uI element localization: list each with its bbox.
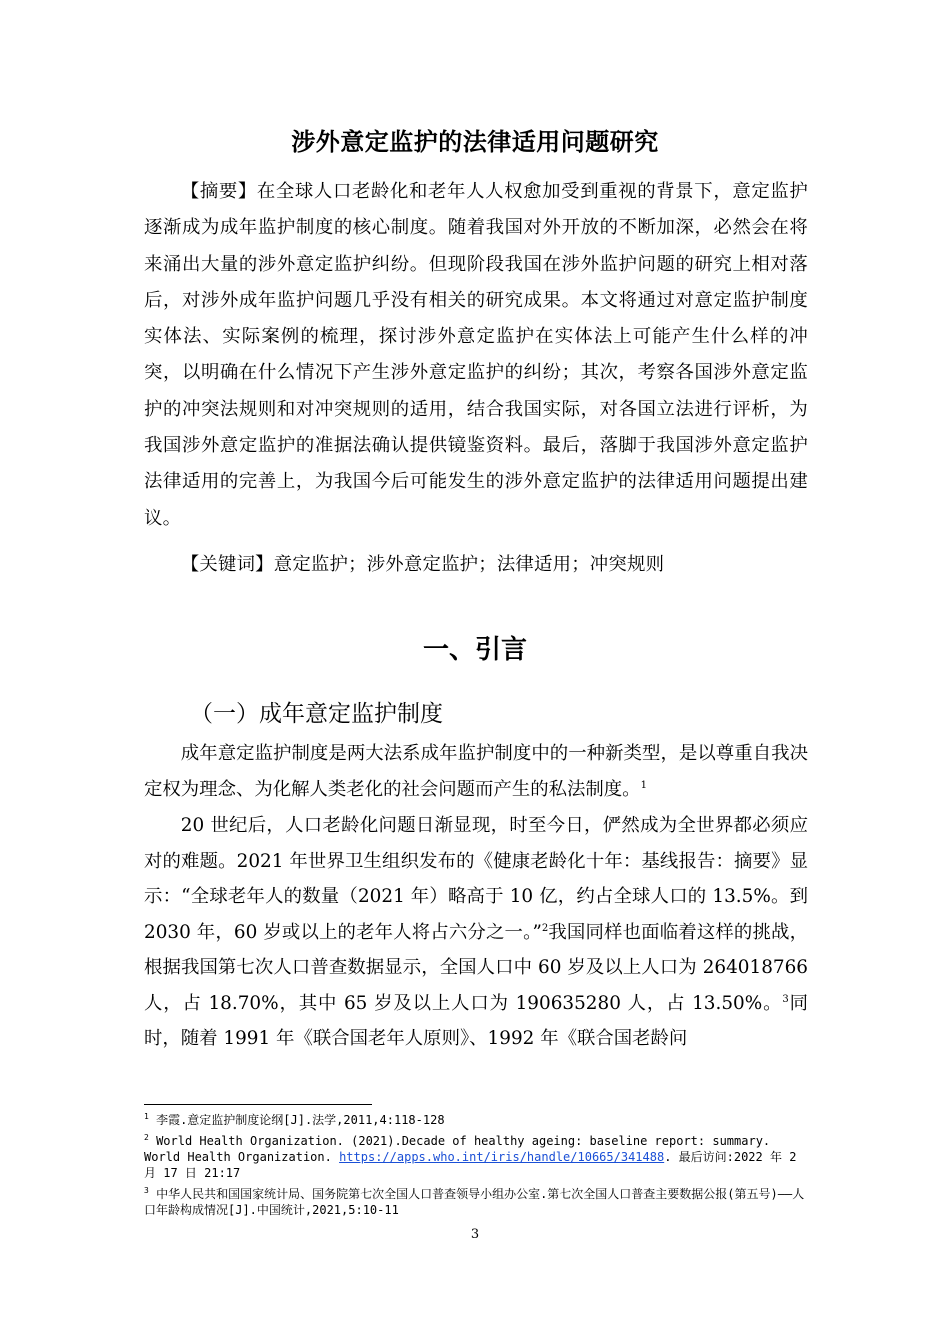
subsection-heading: （一）成年意定监护制度: [190, 701, 443, 727]
footnote-ref-1[interactable]: 1: [640, 779, 647, 791]
footnote-number: 3: [144, 1186, 149, 1195]
section-heading: 一、引言: [422, 635, 527, 665]
paragraph-text: 我国同样也面临着这样的挑战，根据我国第七次人口普查数据显示，全国人口中 60 岁及以上人口为 264018766 人，占 18.70%，其中 65 岁及以上人口为 190635280 人，占 13.50%。: [144, 921, 808, 1014]
footnote-divider: [144, 1104, 372, 1105]
footnote-ref-3[interactable]: 3: [782, 993, 789, 1005]
footnotes: [144, 1112, 808, 1223]
abstract-paragraph: 【摘要】在全球人口老龄化和老年人人权愈加受到重视的背景下，意定监护逐渐成为成年监护制度的核心制度。随着我国对外开放的不断加深，必然会在将来涌出大量的涉外意定监护纠纷。但现阶段我国在涉外监护问题的研究上相对落后，对涉外成年监护问题几乎没有相关的研究成果。本文将通过对意定监护制度实体法、实际案例的梳理，探讨涉外意定监护在实体法上可能产生什么样的冲突，以明确在什么情况下产生涉外意定监护的纠纷；其次，考察各国涉外意定监护的冲突法规则和对冲突规则的适用，结合我国实际，对各国立法进行评析，为我国涉外意定监护的准据法确认提供镜鉴资料。最后，落脚于我国涉外意定监护法律适用的完善上，为我国今后可能发生的涉外意定监护的法律适用问题提出建议。: [144, 181, 808, 529]
paragraph-text: 同时，随着 1991 年《联合国老年人原则》、1992 年《联合国老龄问: [144, 992, 808, 1049]
footnote-number: 1: [144, 1112, 149, 1121]
paragraph-text: 成年意定监护制度是两大法系成年监护制度中的一种新类型，是以尊重自我决定权为理念、为化解人类老化的社会问题而产生的私法制度。: [144, 743, 808, 800]
footnote-3: [144, 1186, 808, 1218]
footnote-number: 2: [144, 1133, 149, 1142]
footnote-text: 中华人民共和国国家统计局、国务院第七次全国人口普查领导小组办公室.第七次全国人口普查主要数据公报(第五号)——人口年龄构成情况[J].中国统计,2021,5:10-11: [144, 1187, 805, 1217]
footnote-text: World Health Organization. (2021).Decade of healthy ageing: baseline report: summary. World Health Organization.: [144, 1134, 771, 1164]
keywords-paragraph: 【关键词】意定监护；涉外意定监护；法律适用；冲突规则: [180, 554, 665, 575]
footnote-1: [144, 1112, 808, 1128]
page-number: 3: [470, 1227, 480, 1242]
paragraph-text: 20 世纪后，人口老龄化问题日渐显现，时至今日，俨然成为全世界都必须应对的难题。2021 年世界卫生组织发布的《健康老龄化十年：基线报告：摘要》显示：“全球老年人的数量（2021 年）略高于 10 亿，约占全球人口的 13.5%。到 2030 年，60 岁或以上的老年人将占六分之一。”: [144, 815, 808, 943]
footnote-link[interactable]: https://apps.who.int/iris/handle/10665/341488: [339, 1150, 665, 1164]
body-paragraph-2: [144, 808, 808, 1057]
footnote-ref-2[interactable]: 2: [541, 922, 549, 934]
footnote-2: [144, 1133, 808, 1181]
footnote-text: 李霞.意定监护制度论纲[J].法学,2011,4:118-128: [156, 1113, 445, 1127]
footnote-text: . 最后访问:2022 年 2 月 17 日 21:17: [144, 1150, 797, 1180]
paper-title: 涉外意定监护的法律适用问题研究: [291, 128, 659, 156]
body-paragraph-1: [144, 736, 808, 807]
